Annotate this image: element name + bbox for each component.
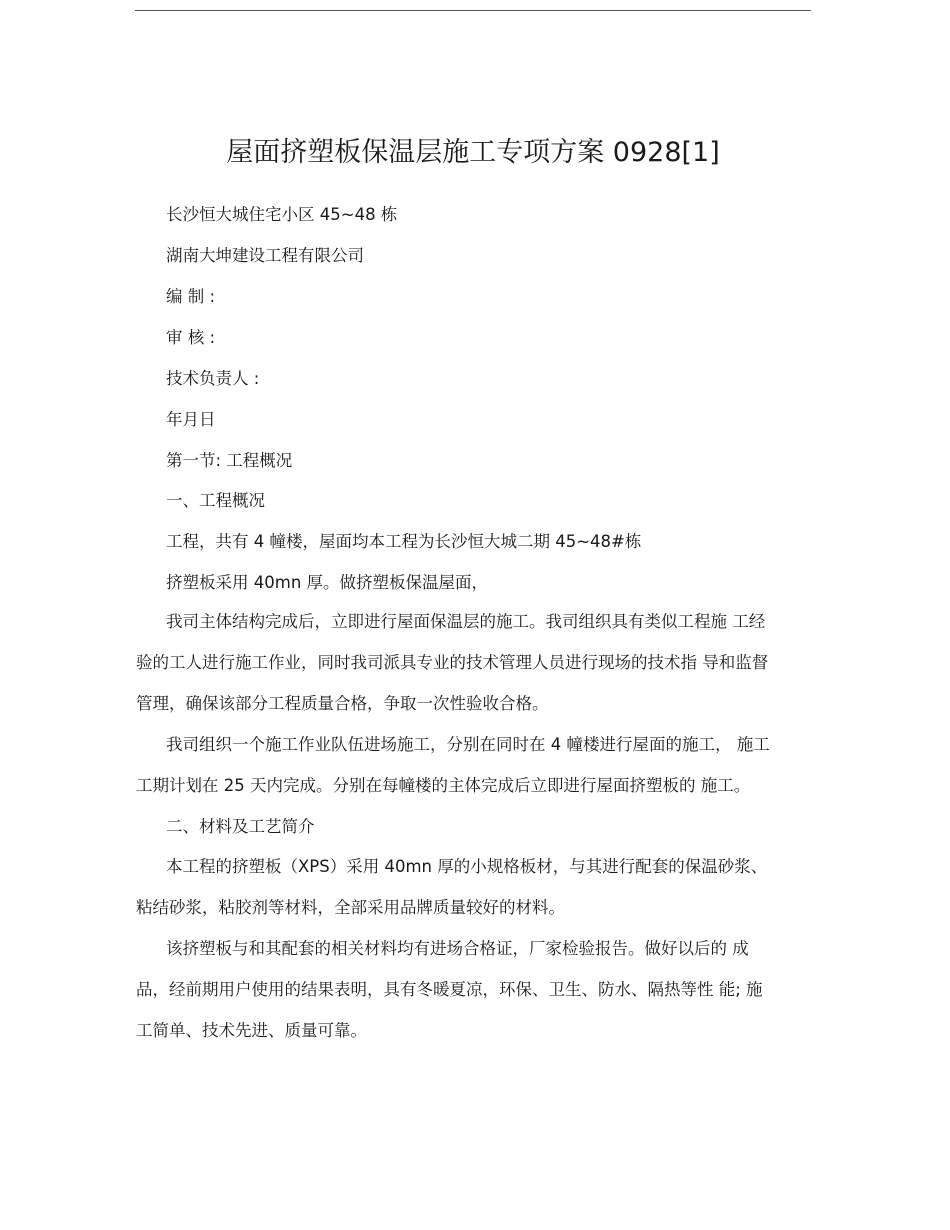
paragraph-construction-plan <box>136 601 812 724</box>
paragraph-row: 我司组织一个施工作业队伍进场施工，分别在同时在 4 幢楼进行屋面的施工， 施工 <box>166 735 770 754</box>
reviewer-label: 审 核 : <box>166 328 216 347</box>
paragraph-row: 工简单、技术先进、质量可靠。 <box>136 1021 367 1040</box>
paragraph-materials <box>136 846 812 928</box>
paragraph-row: 管理，确保该部分工程质量合格，争取一次性验收合格。 <box>136 694 549 713</box>
paragraph-row: 粘结砂浆，粘胶剂等材料，全部采用品牌质量较好的材料。 <box>136 898 565 917</box>
paragraph-row: 本工程的挤塑板（XPS）采用 40mn 厚的小规格板材，与其进行配套的保温砂浆、 <box>166 857 768 876</box>
section-heading: 第一节: 工程概况 <box>166 451 293 470</box>
compiler-label: 编 制 : <box>166 287 216 306</box>
paragraph-row: 该挤塑板与和其配套的相关材料均有进场合格证，厂家检验报告。做好以后的 成 <box>166 939 749 958</box>
project-name: 长沙恒大城住宅小区 45~48 栋 <box>166 205 398 224</box>
section2-heading: 二、材料及工艺简介 <box>166 817 315 836</box>
paragraph-row: 品，经前期用户使用的结果表明，具有冬暖夏凉，环保、卫生、防水、隔热等性 能; 施 <box>136 980 763 999</box>
paragraph-row: 我司主体结构完成后，立即进行屋面保温层的施工。我司组织具有类似工程施 工经 <box>166 612 766 631</box>
date-line: 年月日 <box>166 410 216 429</box>
tech-lead-label: 技术负责人 : <box>166 369 260 388</box>
paragraph-row: 工期计划在 25 天内完成。分别在每幢楼的主体完成后立即进行屋面挤塑板的 施工。 <box>136 776 751 795</box>
document-title: 屋面挤塑板保温层施工专项方案 0928[1] <box>226 137 720 168</box>
paragraph-row: 验的工人进行施工作业，同时我司派具专业的技术管理人员进行现场的技术指 导和监督 <box>136 653 769 672</box>
paragraph-schedule <box>136 724 812 806</box>
paragraph-quality <box>136 928 812 1051</box>
material-line: 挤塑板采用 40mn 厚。做挤塑板保温屋面， <box>166 573 489 592</box>
overview-line: 工程，共有 4 幢楼，屋面均本工程为长沙恒大城二期 45~48#栋 <box>166 532 642 551</box>
header-rule <box>135 10 811 11</box>
subsection-heading: 一、工程概况 <box>166 491 265 510</box>
company-name: 湖南大坤建设工程有限公司 <box>166 246 364 265</box>
